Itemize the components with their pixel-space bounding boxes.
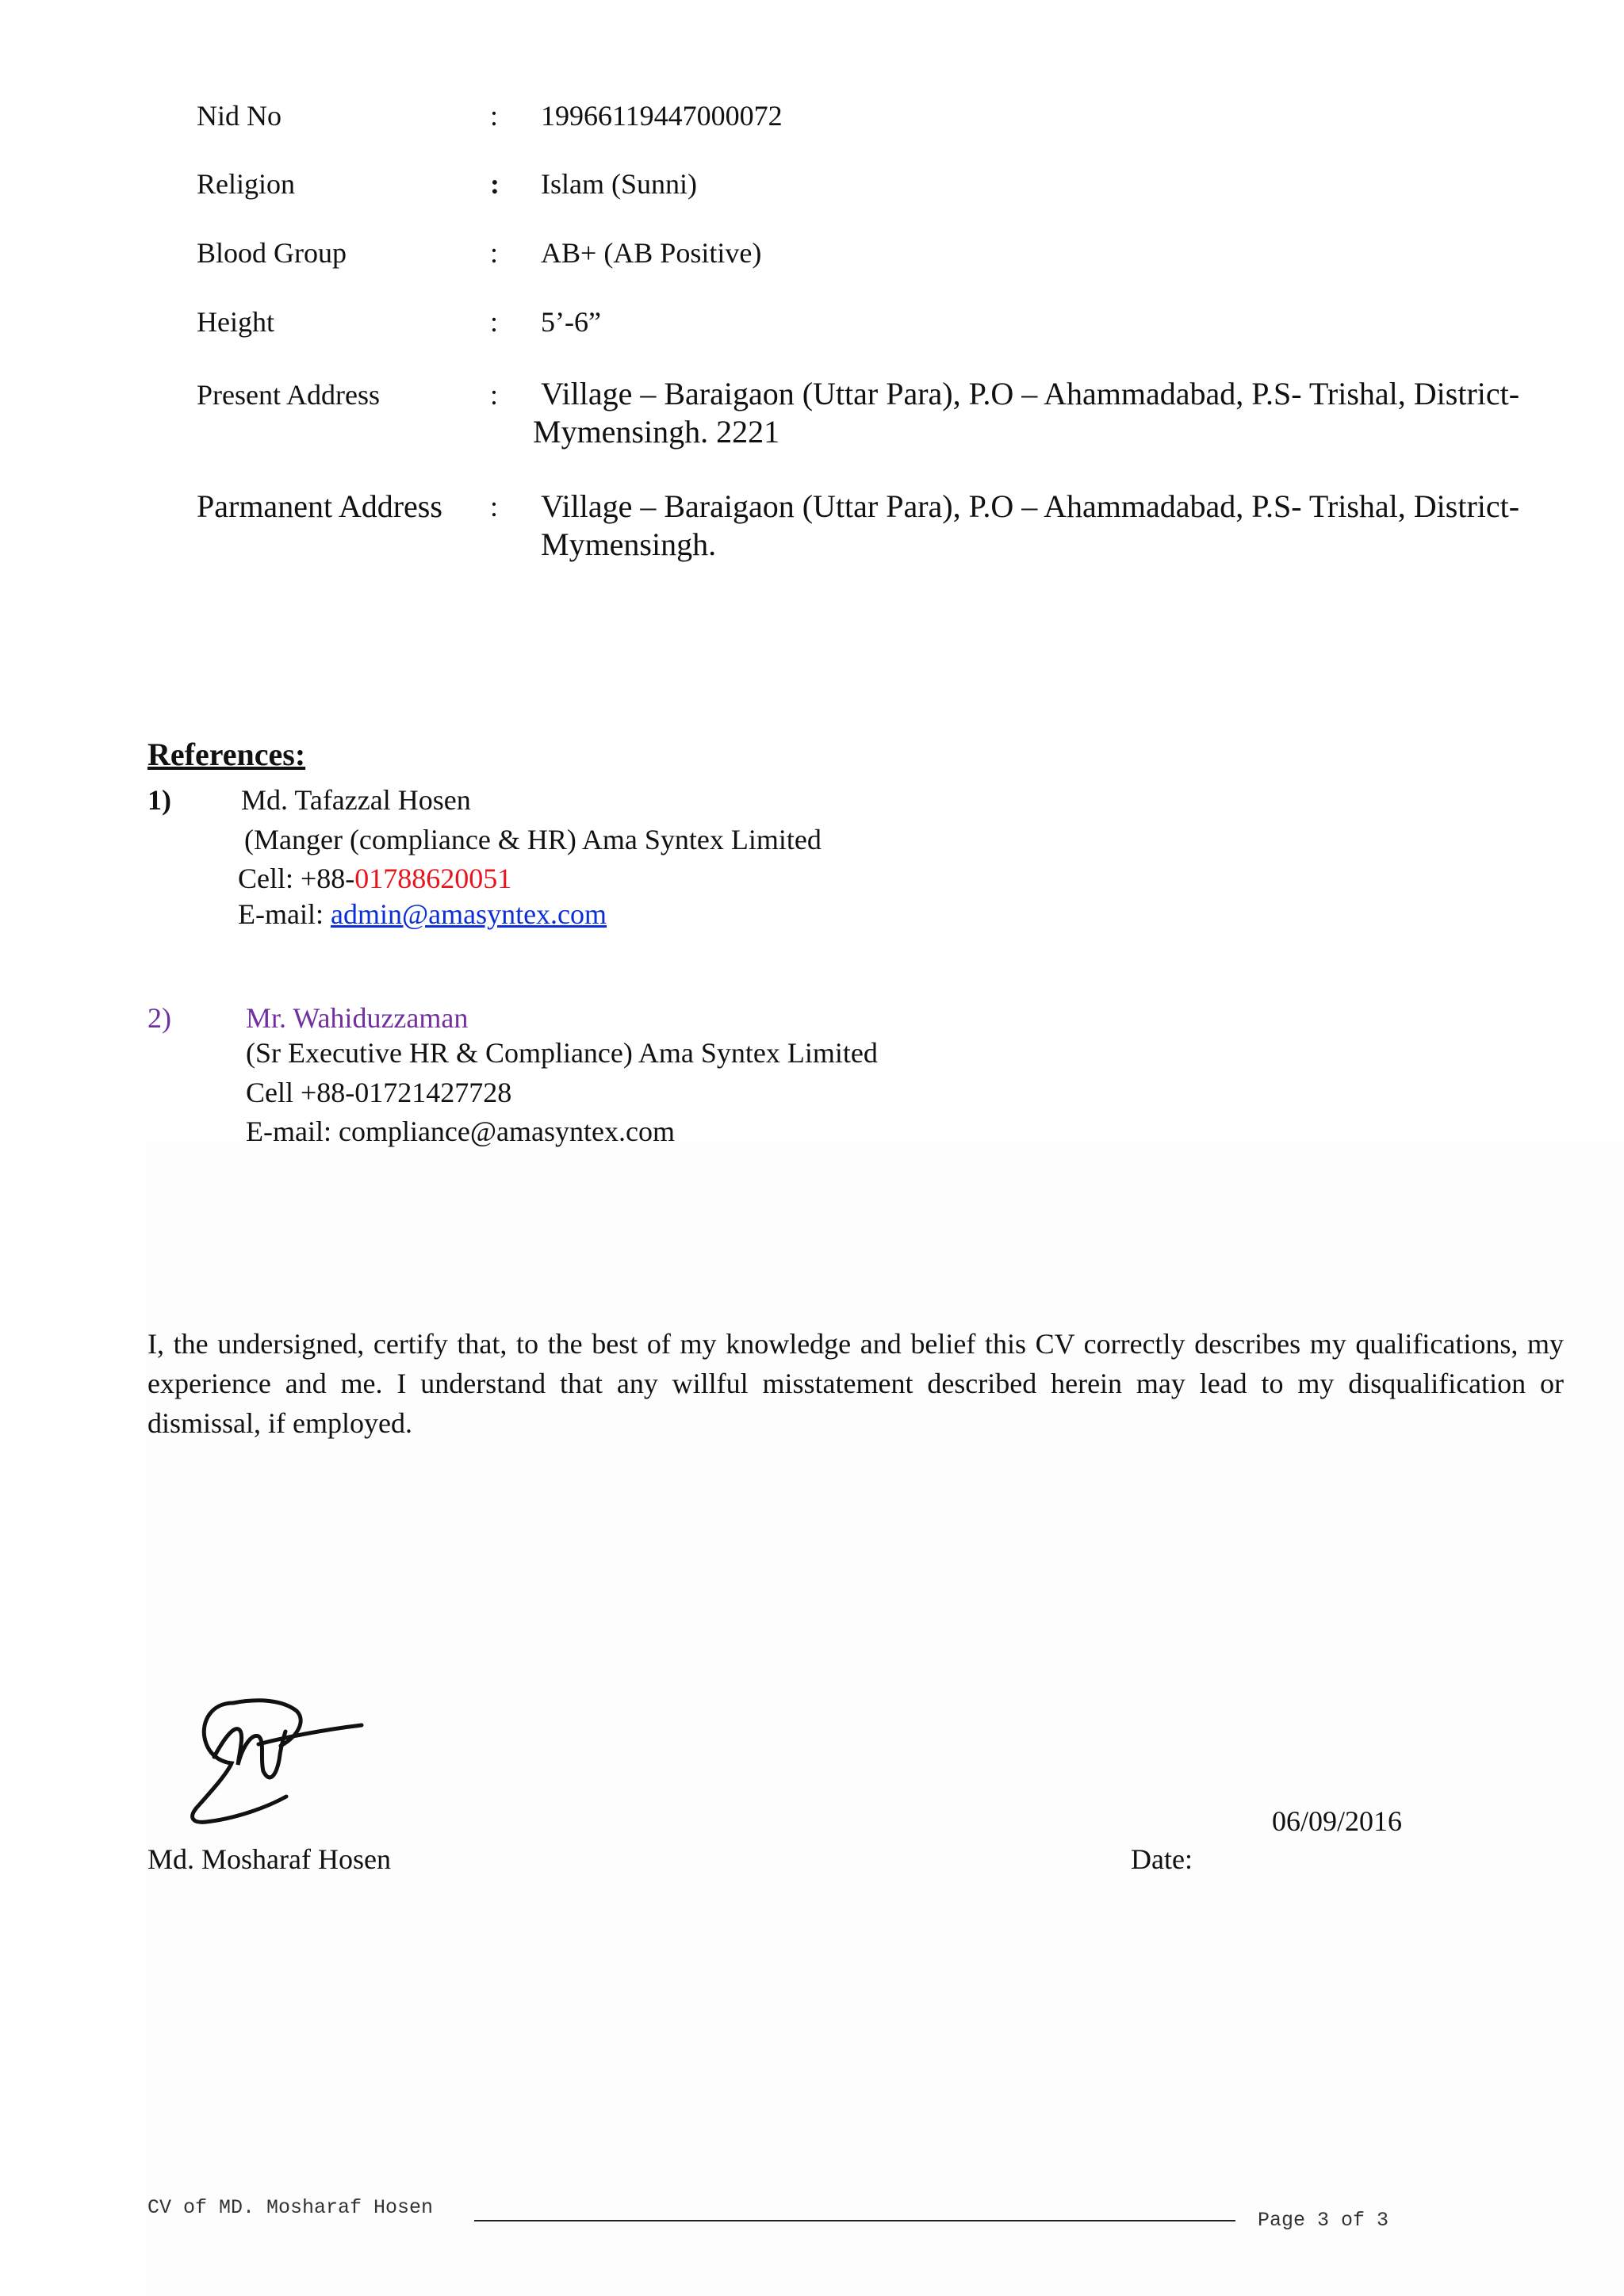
- present-address-colon: :: [490, 379, 499, 411]
- permanent-address-line2: Mymensingh.: [541, 526, 717, 562]
- nid-colon: :: [490, 100, 499, 132]
- reference-2-email: E-mail: compliance@amasyntex.com: [246, 1115, 675, 1147]
- present-address-line1: Village – Baraigaon (Uttar Para), P.O – Ahammadabad, P.S- Trishal, District-: [541, 376, 1520, 411]
- reference-1-cell-label: Cell: +88-: [238, 863, 355, 894]
- present-address-label: Present Address: [197, 379, 380, 411]
- reference-2-role: (Sr Executive HR & Compliance) Ama Syntex Limited: [246, 1037, 878, 1069]
- declaration-paragraph: I, the undersigned, certify that, to the best of my knowledge and belief this CV correctly describes my qualifications, my experience and me. I understand that any willful misstatement described herein may lead to my disqualification or dismissal, if employed.: [147, 1328, 1564, 1439]
- reference-1-number: 1): [147, 784, 171, 816]
- nid-value: 19966119447000072: [541, 100, 783, 132]
- signature-image: [187, 1689, 370, 1827]
- religion-value: Islam (Sunni): [541, 168, 697, 200]
- blood-group-colon: :: [490, 237, 499, 269]
- date-label: Date:: [1131, 1843, 1193, 1875]
- reference-1-role: (Manger (compliance & HR) Ama Syntex Limited: [244, 824, 822, 855]
- reference-2-number: 2): [147, 1002, 171, 1034]
- reference-1-cell-number: 01788620051: [354, 863, 512, 894]
- permanent-address-colon: :: [490, 491, 499, 522]
- permanent-address-label: Parmanent Address: [197, 488, 442, 524]
- references-heading: References:: [147, 737, 306, 772]
- height-colon: :: [490, 306, 499, 338]
- nid-label: Nid No: [197, 100, 282, 132]
- footer-rule: [474, 2220, 1235, 2221]
- blood-group-label: Blood Group: [197, 237, 347, 269]
- reference-2-cell: Cell +88-01721427728: [246, 1077, 512, 1108]
- reference-2-name: Mr. Wahiduzzaman: [246, 1002, 469, 1034]
- reference-1-email: [238, 897, 607, 932]
- religion-colon: :: [490, 168, 500, 200]
- reference-1-email-label: E-mail:: [238, 898, 331, 930]
- footer-left-text: CV of MD. Mosharaf Hosen: [147, 2196, 434, 2219]
- present-address-line2: Mymensingh. 2221: [533, 414, 780, 450]
- permanent-address-line1: Village – Baraigaon (Uttar Para), P.O – Ahammadabad, P.S- Trishal, District-: [541, 488, 1520, 524]
- height-label: Height: [197, 306, 274, 338]
- blood-group-value: AB+ (AB Positive): [541, 237, 762, 269]
- religion-label: Religion: [197, 168, 295, 200]
- height-value: 5’-6”: [541, 306, 601, 338]
- reference-1-name: Md. Tafazzal Hosen: [241, 784, 471, 816]
- reference-1-email-link[interactable]: admin@amasyntex.com: [330, 898, 607, 930]
- footer-page-number: Page 3 of 3: [1258, 2209, 1389, 2232]
- signatory-name: Md. Mosharaf Hosen: [147, 1843, 391, 1875]
- reference-1-cell: [238, 861, 511, 896]
- date-value: 06/09/2016: [1272, 1805, 1403, 1837]
